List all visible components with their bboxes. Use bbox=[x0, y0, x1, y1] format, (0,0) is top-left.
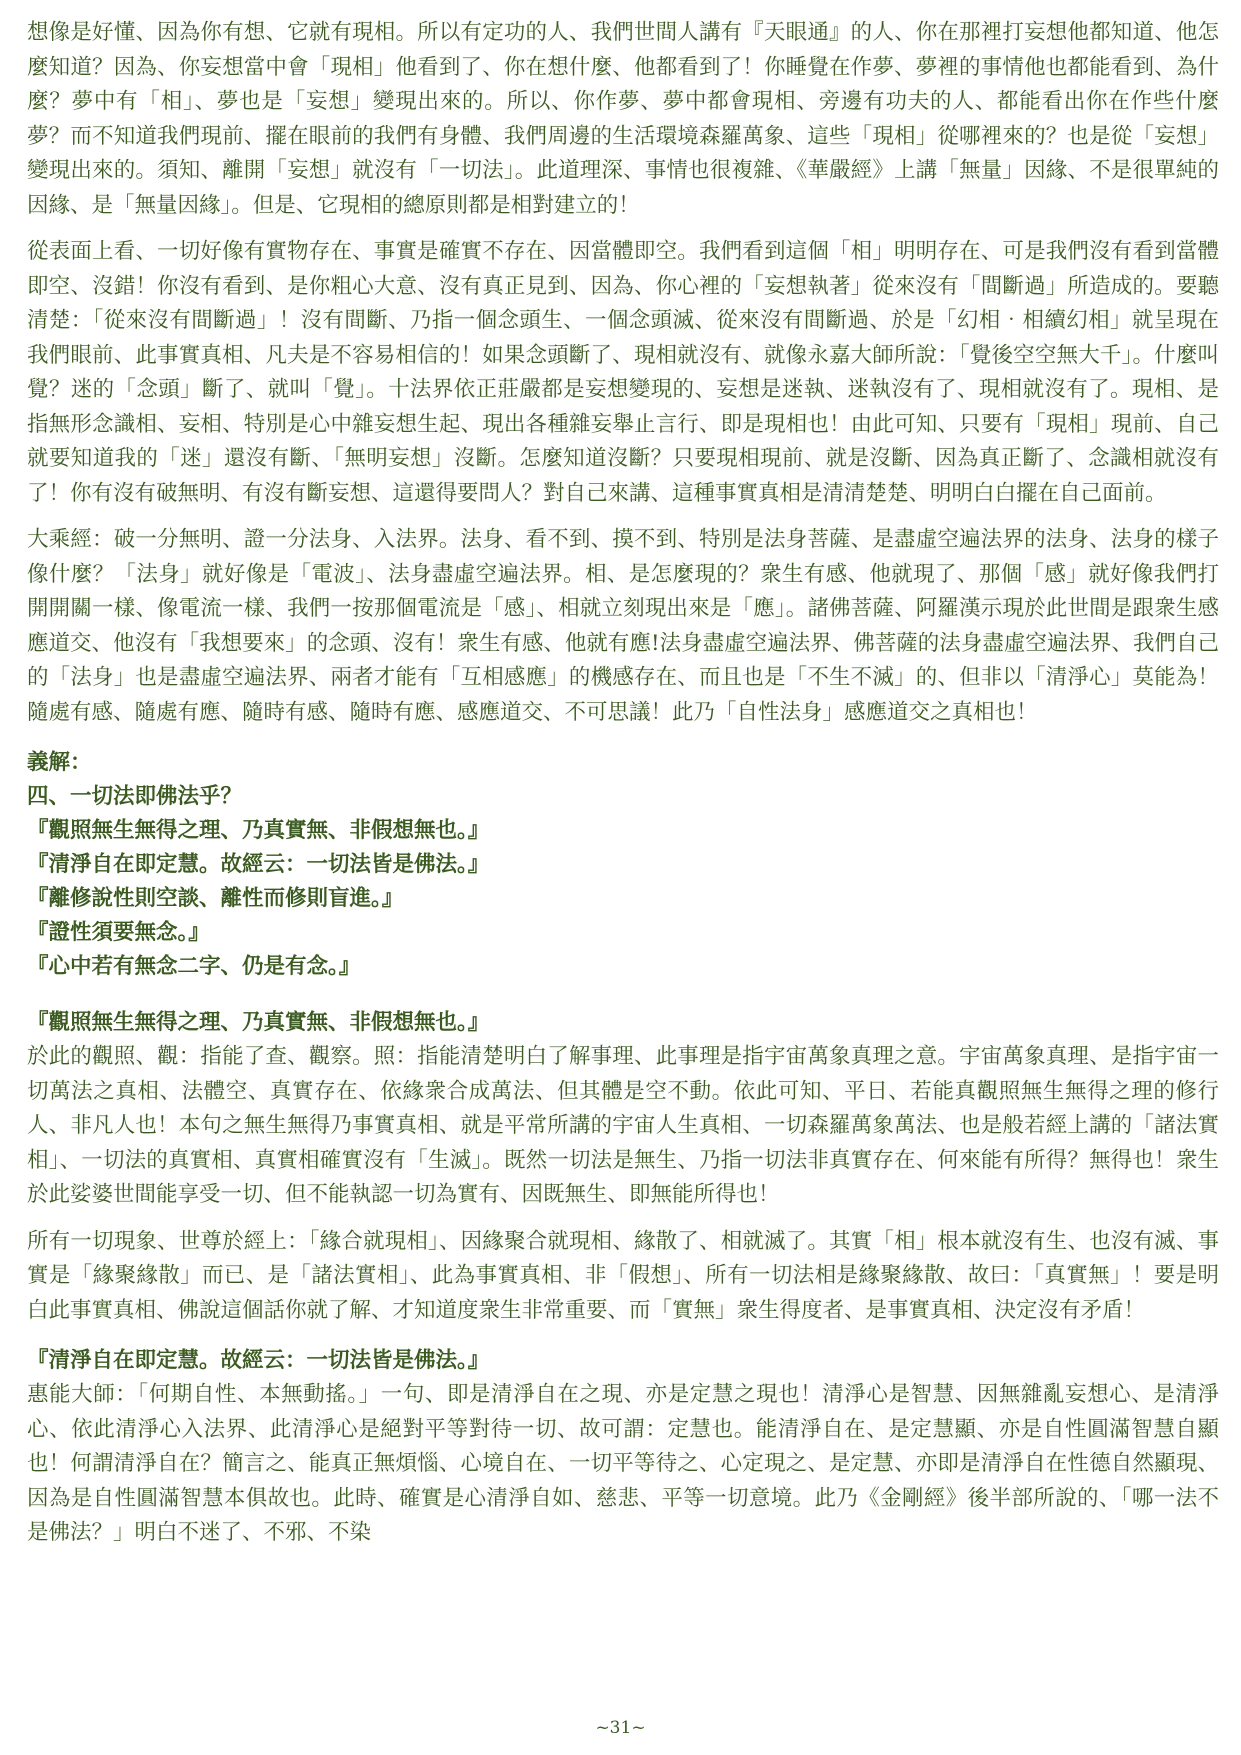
subsection-1-quote: 『觀照無生無得之理、乃真實無、非假想無也。』 bbox=[27, 1010, 490, 1035]
subsection-2-paragraph-1: 惠能大師：「何期自性、本無動搖。」一句、即是清淨自在之現、亦是定慧之現也！清淨心是智慧、因無雜亂妄想心、是清淨心、依此清淨心入法界、此清淨心是絕對平等對待一切、故可謂：定慧也。能清淨自在、是定慧顯、亦是自性圓滿智慧自顯也！何謂清淨自在？簡言之、能真正無煩惱、心境自在、一切平等待之、心定現之、是定慧、亦即是清淨自在性德自然顯現、因為是自性圓滿智慧本俱故也。此時、確實是心清淨自如、慈悲、平等一切意境。此乃《金剛經》後半部所說的、「哪一法不是佛法？」明白不迷了、不邪、不染 bbox=[27, 1382, 1219, 1545]
quote-line-1: 『觀照無生無得之理、乃真實無、非假想無也。』 bbox=[27, 818, 490, 843]
subsection-2-quote: 『清淨自在即定慧。故經云：一切法皆是佛法。』 bbox=[27, 1348, 490, 1373]
subsection-1-paragraph-2: 所有一切現象、世尊於經上：「緣合就現相」、因緣聚合就現相、緣散了、相就滅了。其實「相」根本就沒有生、也沒有滅、事實是「緣聚緣散」而已、是「諸法實相」、此為事實真相、非「假想」、所有一切法相是緣聚緣散、故曰：「真實無」！要是明白此事實真相、佛說這個話你就了解、才知道度衆生非常重要、而「實無」衆生得度者、是事實真相、決定沒有矛盾！ bbox=[27, 1228, 1219, 1323]
page-number: ~31~ bbox=[595, 1718, 646, 1738]
quote-line-5: 『心中若有無念二字、仍是有念。』 bbox=[27, 954, 361, 979]
section-label: 義解： bbox=[27, 750, 92, 775]
body-paragraph-1: 想像是好懂、因為你有想、它就有現相。所以有定功的人、我們世間人講有『天眼通』的人、你在那裡打妄想他都知道、他怎麼知道？因為、你妄想當中會「現相」他看到了、你在想什麼、他都看到了！你睡覺在作夢、夢裡的事情他也都能看到、為什麼？夢中有「相」、夢也是「妄想」變現出來的。所以、你作夢、夢中都會現相、旁邊有功夫的人、都能看出你在作些什麼夢？而不知道我們現前、擺在眼前的我們有身體、我們周邊的生活環境森羅萬象、這些「現相」從哪裡來的？也是從「妄想」變現出來的。須知、離開「妄想」就沒有「一切法」。此道理深、事情也很複雜、《華嚴經》上講「無量」因緣、不是很單純的因緣、是「無量因緣」。但是、它現相的總原則都是相對建立的！ bbox=[27, 20, 1219, 218]
section-title: 四、一切法即佛法乎？ bbox=[27, 784, 243, 809]
body-paragraph-2: 從表面上看、一切好像有實物存在、事實是確實不存在、因當體即空。我們看到這個「相」明明存在、可是我們沒有看到當體即空、沒錯！你沒有看到、是你粗心大意、沒有真正見到、因為、你心裡的「妄想執著」從來沒有「間斷過」所造成的。要聽清楚：「從來沒有間斷過」！沒有間斷、乃指一個念頭生、一個念頭滅、從來沒有間斷過、於是「幻相‧相續幻相」就呈現在我們眼前、此事實真相、凡夫是不容易相信的！如果念頭斷了、現相就沒有、就像永嘉大師所說：「覺後空空無大千」。什麼叫覺？迷的「念頭」斷了、就叫「覺」。十法界依正莊嚴都是妄想變現的、妄想是迷執、迷執沒有了、現相就沒有了。現相、是指無形念識相、妄相、特別是心中雜妄想生起、現出各種雜妄舉止言行、即是現相也！由此可知、只要有「現相」現前、自己就要知道我的「迷」還沒有斷、「無明妄想」沒斷。怎麼知道沒斷？只要現相現前、就是沒斷、因為真正斷了、念識相就沒有了！你有沒有破無明、有沒有斷妄想、這還得要問人？對自己來講、這種事實真相是清清楚楚、明明白白擺在自己面前。 bbox=[27, 239, 1219, 506]
quote-line-4: 『證性須要無念。』 bbox=[27, 920, 210, 945]
subsection-1-paragraph-1: 於此的觀照、觀：指能了查、觀察。照：指能清楚明白了解事理、此事理是指宇宙萬象真理之意。宇宙萬象真理、是指宇宙一切萬法之真相、法體空、真實存在、依緣衆合成萬法、但其體是空不動。依此可知、平日、若能真觀照無生無得之理的修行人、非凡人也！本句之無生無得乃事實真相、就是平常所講的宇宙人生真相、一切森羅萬象萬法、也是般若經上講的「諸法實相」、一切法的真實相、真實相確實沒有「生滅」。既然一切法是無生、乃指一切法非真實存在、何來能有所得？無得也！衆生於此娑婆世間能享受一切、但不能執認一切為實有、因既無生、即無能所得也！ bbox=[27, 1044, 1219, 1207]
body-paragraph-3: 大乘經：破一分無明、證一分法身、入法界。法身、看不到、摸不到、特別是法身菩薩、是盡虛空遍法界的法身、法身的樣子像什麼？「法身」就好像是「電波」、法身盡虛空遍法界。相、是怎麼現的？衆生有感、他就現了、那個「感」就好像我們打開開關一樣、像電流一樣、我們一按那個電流是「感」、相就立刻現出來是「應」。諸佛菩薩、阿羅漢示現於此世間是跟衆生感應道交、他沒有「我想要來」的念頭、沒有！衆生有感、他就有應!法身盡虛空遍法界、佛菩薩的法身盡虛空遍法界、我們自己的「法身」也是盡虛空遍法界、兩者才能有「互相感應」的機感存在、而且也是「不生不滅」的、但非以「清淨心」莫能為！隨處有感、隨處有應、隨時有感、隨時有應、感應道交、不可思議！此乃「自性法身」感應道交之真相也！ bbox=[27, 527, 1219, 725]
quote-line-2: 『清淨自在即定慧。故經云：一切法皆是佛法。』 bbox=[27, 852, 490, 877]
document-page bbox=[27, 16, 1219, 1563]
quote-line-3: 『離修說性則空談、離性而修則盲進。』 bbox=[27, 886, 404, 911]
